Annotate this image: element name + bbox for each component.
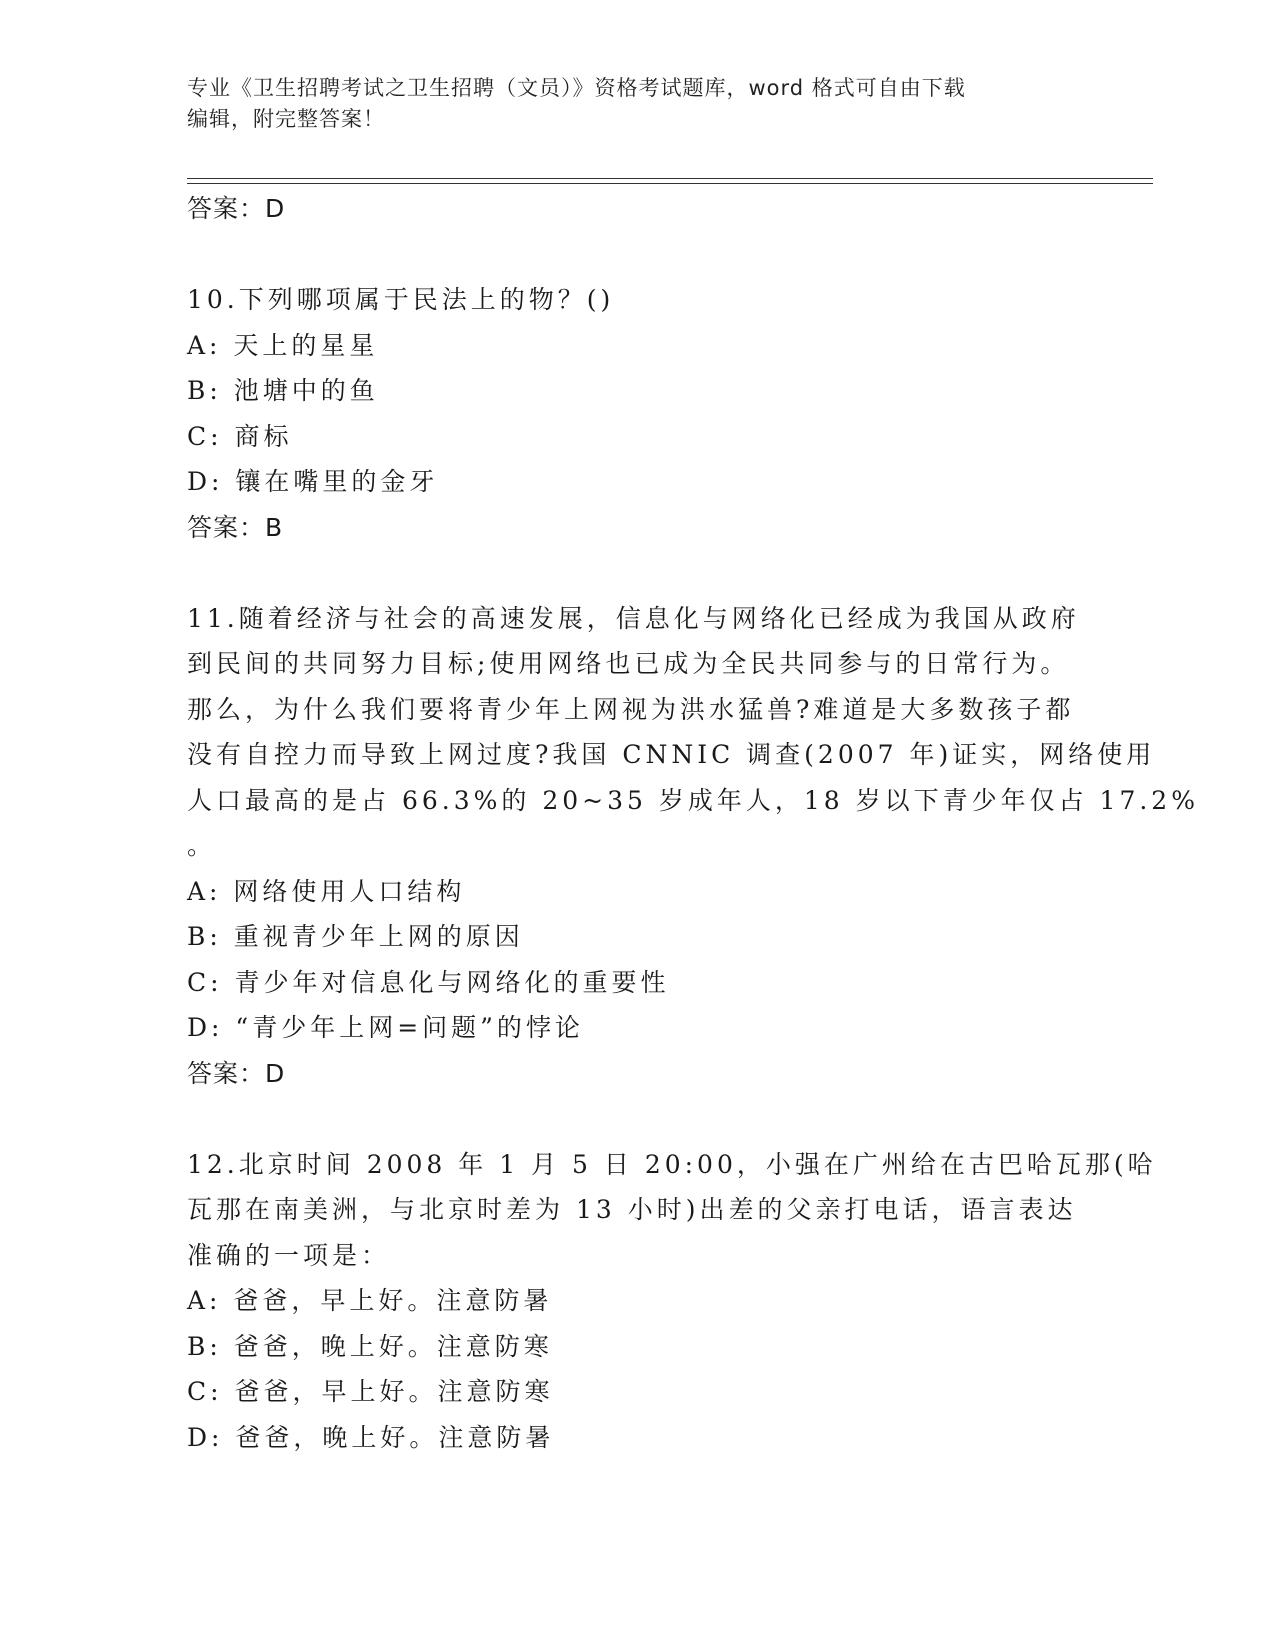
option-b: B: 重视青少年上网的原因 <box>187 922 524 951</box>
option-a: A: 网络使用人口结构 <box>187 876 466 906</box>
option-c: C: 青少年对信息化与网络化的重要性 <box>187 967 670 997</box>
question-text-line: 瓦那在南美洲，与北京时差为 13 小时)出差的父亲打电话，语言表达 <box>187 1195 1077 1224</box>
header-line-2: 编辑，附完整答案！ <box>187 107 385 131</box>
document-header <box>187 73 1067 135</box>
question-text-line: 。 <box>187 831 217 860</box>
option-d: D: 镶在嘴里的金牙 <box>187 467 439 496</box>
spacer <box>187 550 1087 596</box>
spacer <box>187 1096 1087 1142</box>
question-text-line: 没有自控力而导致上网过度?我国 CNNIC 调查(2007 年)证实，网络使用 <box>187 740 1156 769</box>
question-text-line: 人口最高的是占 66.3%的 20~35 岁成年人，18 岁以下青少年仅占 17.2% <box>187 785 1199 815</box>
question-text: 10.下列哪项属于民法上的物？() <box>187 285 615 314</box>
question-12 <box>187 1142 1157 1461</box>
answer: 答案：B <box>187 512 284 542</box>
option-b: B: 爸爸，晚上好。注意防寒 <box>187 1331 553 1361</box>
question-11 <box>187 596 1199 1097</box>
option-c: C: 商标 <box>187 421 293 451</box>
question-text-line: 准确的一项是： <box>187 1240 391 1270</box>
option-d: D: “青少年上网=问题”的悖论 <box>187 1013 584 1042</box>
option-c: C: 爸爸，早上好。注意防寒 <box>187 1377 554 1406</box>
previous-answer: 答案：D <box>187 194 286 223</box>
question-text-line: 那么，为什么我们要将青少年上网视为洪水猛兽?难道是大多数孩子都 <box>187 694 1075 724</box>
header-line-1: 专业《卫生招聘考试之卫生招聘（文员）》资格考试题库，word 格式可自由下载 <box>187 76 966 100</box>
document-content <box>187 186 1199 1460</box>
option-a: A: 天上的星星 <box>187 330 379 360</box>
option-b: B: 池塘中的鱼 <box>187 376 379 405</box>
answer: 答案：D <box>187 1058 286 1088</box>
header-divider <box>187 178 1153 184</box>
question-text-line: 到民间的共同努力目标;使用网络也已成为全民共同参与的日常行为。 <box>187 649 1070 678</box>
spacer <box>187 232 1087 278</box>
question-text-line: 11.随着经济与社会的高速发展，信息化与网络化已经成为我国从政府 <box>187 603 1080 633</box>
option-a: A: 爸爸，早上好。注意防暑 <box>187 1286 553 1315</box>
question-10 <box>187 277 1087 550</box>
option-d: D: 爸爸，晚上好。注意防暑 <box>187 1422 555 1452</box>
question-text-line: 12.北京时间 2008 年 1 月 5 日 20:00，小强在广州给在古巴哈瓦那(哈 <box>187 1149 1157 1179</box>
